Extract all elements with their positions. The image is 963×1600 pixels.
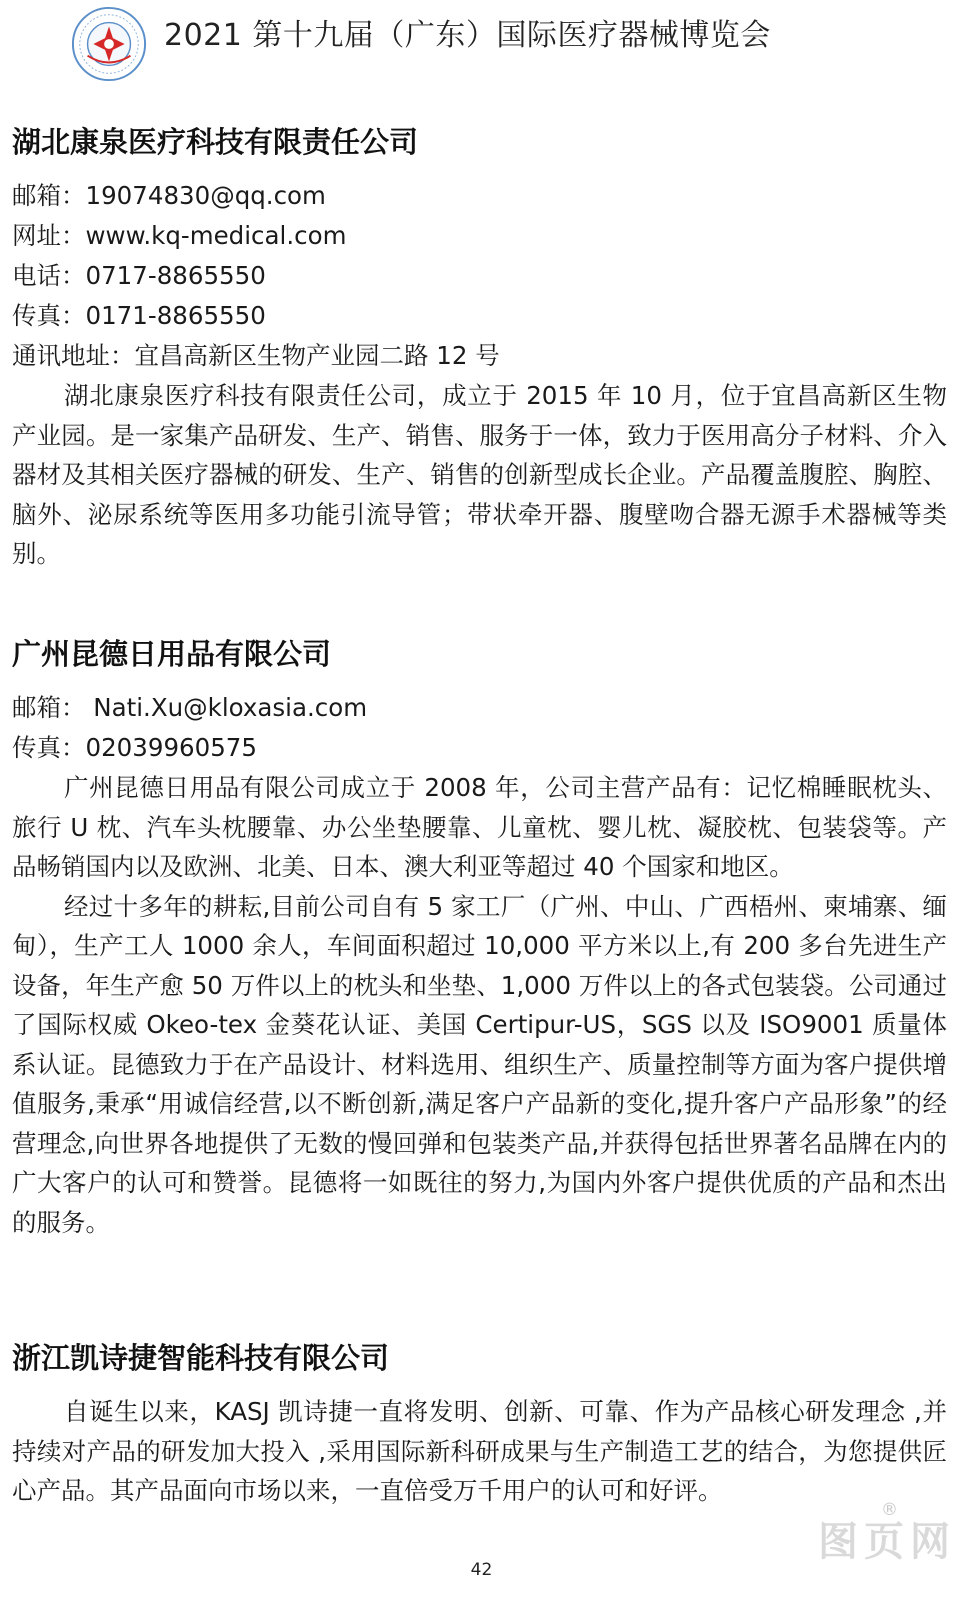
- fax-line: 传真：02039960575: [12, 733, 257, 762]
- registered-mark: ®: [881, 1500, 898, 1520]
- page-header-title: 2021 第十九届（广东）国际医疗器械博览会: [164, 18, 771, 53]
- company-name: 湖北康泉医疗科技有限责任公司: [12, 125, 419, 159]
- email-line: 邮箱： Nati.Xu@kloxasia.com: [12, 693, 368, 722]
- phone-line: 电话：0717-8865550: [12, 261, 266, 290]
- medical-expo-emblem-icon: [70, 5, 148, 83]
- company-name: 广州昆德日用品有限公司: [12, 637, 332, 671]
- email-line: 邮箱：19074830@qq.com: [12, 181, 326, 210]
- company-description: 经过十多年的耕耘,目前公司自有 5 家工厂（广州、中山、广西梧州、柬埔寨、缅甸），生产工人 1000 余人，车间面积超过 10,000 平方米以上,有 200 多台先进生产设备，年生产愈 50 万件以上的枕头和坐垫、1,000 万件以上的各式包装袋。公司通过了国际权威 Okeo-tex 金葵花认证、美国 Certipur-US，SGS 以及 ISO9001 质量体系认证。昆德致力于在产品设计、材料选用、组织生产、质量控制等方面为客户提供增值服务,秉承“用诚信经营,以不断创新,满足客户产品新的变化,提升客户产品形象”的经营理念,向世界各地提供了无数的慢回弹和包装类产品,并获得包括世界著名品牌在内的广大客户的认可和赞誉。昆德将一如既往的努力,为国内外客户提供优质的产品和杰出的服务。: [12, 891, 947, 1237]
- company-description: 湖北康泉医疗科技有限责任公司，成立于 2015 年 10 月，位于宜昌高新区生物产业园。是一家集产品研发、生产、销售、服务于一体，致力于医用高分子材料、介入器材及其相关医疗器械的研发、生产、销售的创新型成长企业。产品覆盖腹腔、胸腔、脑外、泌尿系统等医用多功能引流导管；带状牵开器、腹壁吻合器无源手术器械等类别。: [12, 381, 947, 568]
- website-line: 网址：www.kq-medical.com: [12, 221, 347, 250]
- company-section-kasj: [12, 1338, 947, 1511]
- company-section-kangquan: [12, 122, 947, 574]
- company-description: 广州昆德日用品有限公司成立于 2008 年，公司主营产品有：记忆棉睡眠枕头、旅行 U 枕、汽车头枕腰靠、办公坐垫腰靠、儿童枕、婴儿枕、凝胶枕、包装袋等。产品畅销国内以及欧洲、北美、日本、澳大利亚等超过 40 个国家和地区。: [12, 773, 947, 881]
- page-header: [0, 0, 963, 95]
- fax-line: 传真：0171-8865550: [12, 301, 266, 330]
- page-number: 42: [470, 1560, 493, 1580]
- address-line: 通讯地址：宜昌高新区生物产业园二路 12 号: [12, 341, 500, 370]
- company-name: 浙江凯诗捷智能科技有限公司: [12, 1341, 390, 1375]
- company-description: 自诞生以来，KASJ 凯诗捷一直将发明、创新、可靠、作为产品核心研发理念 ,并持续对产品的研发加大投入 ,采用国际新科研成果与生产制造工艺的结合，为您提供匠心产品。其产品面向市场以来，一直倍受万千用户的认可和好评。: [12, 1397, 947, 1505]
- company-section-kunde: [12, 634, 947, 1242]
- watermark: 图页网: [818, 1519, 956, 1565]
